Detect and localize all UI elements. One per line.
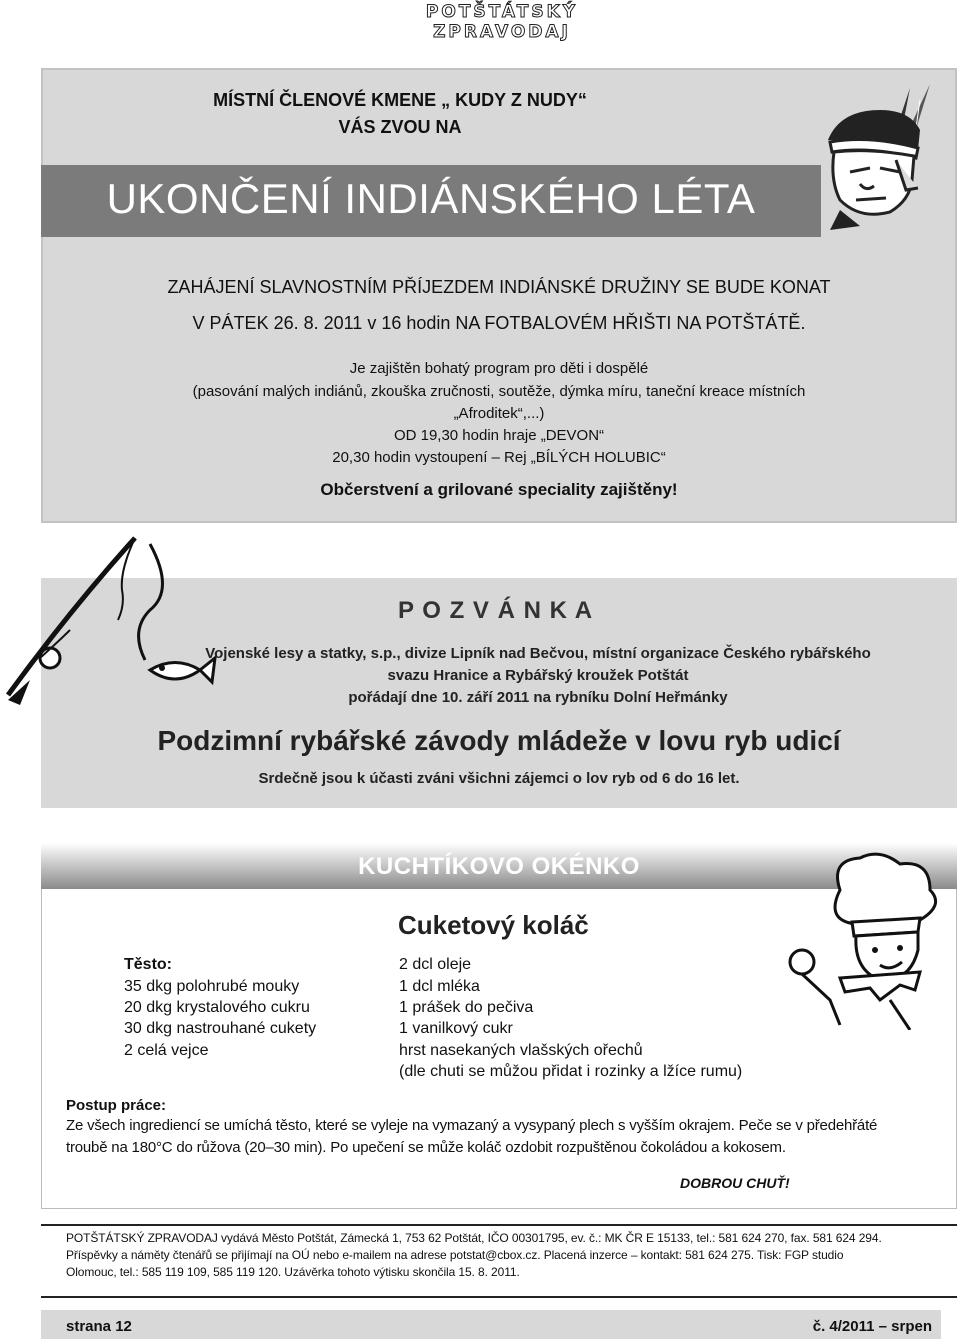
indian-line2: V PÁTEK 26. 8. 2011 v 16 hodin NA FOTBALOVÉM HŘIŠTI NA POTŠTÁTĚ. [192,313,806,333]
chef-illustration [780,850,950,1030]
fishing-line3: pořádají dne 10. září 2011 na rybníku Dolní Heřmánky [348,689,728,706]
imprint-line1: POTŠTÁTSKÝ ZPRAVODAJ vydává Město Potštát, Zámecká 1, 753 62 Potštát, IČO 00301795, ev. č.: MK ČR E 15133, tel.: 581 624 270, fax. 581 624 294. [66,1231,882,1245]
fishing-headline: Podzimní rybářské závody mládeže v lovu ryb udicí [157,725,841,756]
footer-rule [41,1296,957,1298]
recipe-dough-label: Těsto: [124,956,172,973]
indian-refreshments: Občerstvení a grilované speciality zajištěny! [320,480,678,499]
recipe-right-item: 1 vanilkový cukr [399,1020,513,1037]
recipe-left-item: 2 celá vejce [124,1042,209,1059]
fishing-line1: Vojenské lesy a statky, s.p., divize Lipník nad Bečvou, místní organizace Českého rybářského [205,645,871,662]
indian-program1: Je zajištěn bohatý program pro děti i dospělé [349,360,649,377]
recipe-right-item: hrst nasekaných vlašských ořechů [399,1042,643,1059]
masthead: POTŠTÁTSKÝ ZPRAVODAJ [425,2,579,42]
indian-program2: (pasování malých indiánů, zkouška zručnosti, soutěže, dýmka míru, taneční kreace místních [192,383,806,400]
indian-title: UKONČENÍ INDIÁNSKÉHO LÉTA [106,175,756,222]
indian-program5: 20,30 hodin vystoupení – Rej „BÍLÝCH HOLUBIC“ [332,449,666,466]
page-number: strana 12 [66,1318,132,1335]
imprint-line3: Olomouc, tel.: 585 119 109, 585 119 120. Uzávěrka tohoto výtisku skončila 15. 8. 2011. [66,1265,520,1279]
imprint-rule [41,1224,957,1226]
recipe-left-item: 35 dkg polohrubé mouky [124,978,300,995]
indian-head-line1: MÍSTNÍ ČLENOVÉ KMENE „ KUDY Z NUDY“ [213,90,587,110]
indian-chief-illustration [800,80,950,240]
recipe-left-item: 20 dkg krystalového cukru [124,999,310,1016]
indian-head-line2: VÁS ZVOU NA [338,117,462,137]
recipe-right-item: 1 dcl mléka [399,978,480,995]
fishing-line2: svazu Hranice a Rybářský kroužek Potštát [387,667,689,684]
recipe-right-item: (dle chuti se můžou přidat i rozinky a lžíce rumu) [399,1063,743,1080]
fishing-title: P O Z V Á N K A [398,597,594,624]
indian-title-band [41,165,821,237]
indian-program4: OD 19,30 hodin hraje „DEVON“ [393,427,605,444]
recipe-signoff: DOBROU CHUŤ! [680,1175,790,1191]
recipe-method-line2: troubě na 180°C do růžova (20–30 min). Po upečení se může koláč ozdobit rozpuštěnou čokoládou a kokosem. [66,1139,786,1156]
indian-line1: ZAHÁJENÍ SLAVNOSTNÍM PŘÍJEZDEM INDIÁNSKÉ DRUŽINY SE BUDE KONAT [167,277,831,297]
recipe-right-item: 2 dcl oleje [399,956,472,973]
issue-label: č. 4/2011 – srpen [812,1318,932,1335]
recipe-method-label: Postup práce: [66,1097,167,1114]
recipe-left-item: 30 dkg nastrouhané cukety [124,1020,317,1037]
fishing-invite: Srdečně jsou k účasti zváni všichni zájemci o lov ryb od 6 do 16 let. [258,770,740,787]
imprint-line2: Příspěvky a náměty čtenářů se přijímají na OÚ nebo e-mailem na adrese potstat@cbox.cz. Placená inzerce – kontakt: 581 624 275. Tisk: FGP studio [66,1248,844,1262]
recipe-section-title: KUCHTÍKOVO OKÉNKO [358,853,640,880]
indian-program3: „Afroditek“,...) [453,405,545,422]
recipe-right-item: 1 prášek do pečiva [399,999,534,1016]
recipe-title: Cuketový koláč [398,910,589,940]
recipe-method-line1: Ze všech ingrediencí se umíchá těsto, které se vyleje na vymazaný a vysypaný plech s vyšším okrajem. Peče se v předehřáté [66,1117,878,1134]
